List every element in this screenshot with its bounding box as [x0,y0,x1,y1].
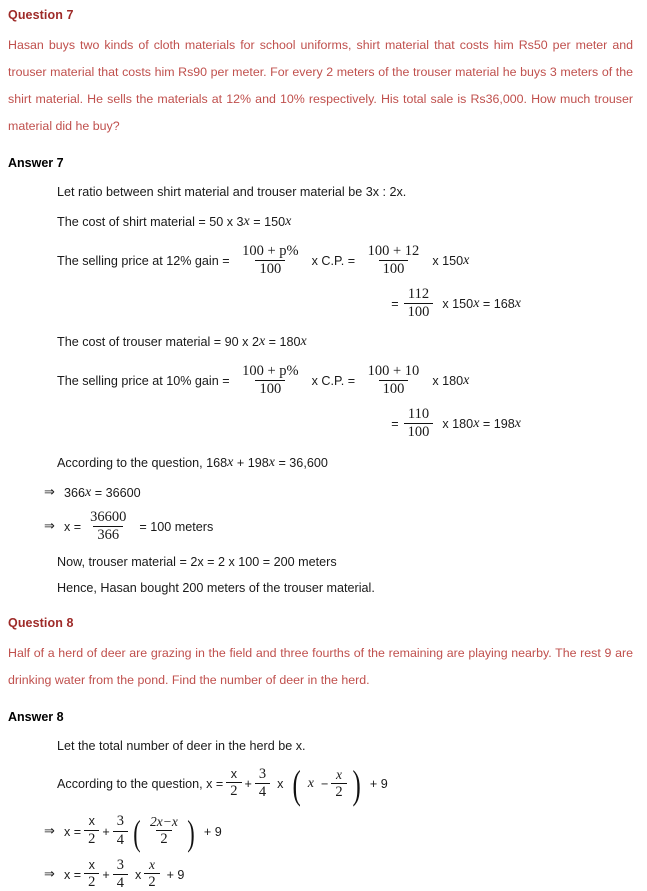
derive-366x-tail: = 36600 [91,485,141,500]
fraction-numerator: 112 [407,285,430,302]
sp-12-eq: = [391,296,399,311]
fraction-112-over-100 [404,287,434,320]
fraction-denominator: 100 [404,423,434,440]
sp-10-result-var-1: x [473,416,480,432]
fraction-numerator: 100 + p% [242,242,299,259]
equation-tail: = 36,600 [274,455,328,470]
multiply-sign-2: x [135,867,142,882]
fraction-numerator: x [88,814,95,829]
answer-7-conclusion [0,544,647,596]
plus-sign-2: + [102,824,110,839]
fraction-denominator: 4 [255,783,270,800]
fraction-numerator: 36600 [90,509,127,526]
fraction-denominator: 2 [226,782,241,799]
implies-arrow-icon: ⇒ [44,519,55,535]
implies-arrow-icon: ⇒ [44,866,55,882]
sp-10-prefix: The selling price at 10% gain = [57,373,234,388]
cost-shirt-var-1: x [243,214,250,229]
fraction-numerator: 100 + 12 [367,242,420,259]
deer-equation-prefix: According to the question, x = [57,777,224,792]
cost-trouser-var-2: x [300,334,307,350]
fraction-denominator: 2 [144,873,159,890]
fraction-x-over-2-last [144,858,159,890]
fraction-denominator: 4 [113,831,128,848]
fraction-denominator: 100 [379,380,409,397]
answer-7-line-10 [38,501,639,544]
fraction-100-plus-10 [364,364,424,397]
answer-7-line-11 [57,544,639,570]
question-7-body: Hasan buys two kinds of cloth materials for school uniforms, shirt material that costs him Rs50 per meter and trouser material that costs him Rs90 per meter. For every 2 meters of the trouser material he buys 3 meters of the shirt material. He sells the materials at 12% and 10% respectively. His total sale is Rs36,000. How much trouser material did he buy? [8,38,633,133]
fraction-denominator: 100 [255,260,285,277]
answer-7-line-5 [57,320,639,350]
answer-7-line-6 [57,350,639,397]
answer-8-line-1-text: Let the total number of deer in the herd be x. [57,738,306,753]
fraction-denominator: 2 [84,830,99,847]
solve-x-prefix: x = [64,520,82,535]
sp-12-prefix: The selling price at 12% gain = [57,253,234,268]
fraction-100-plus-p [238,244,303,277]
answer-7-line-4 [57,277,639,320]
fraction-3-over-4 [255,767,270,800]
fraction-denominator: 100 [379,260,409,277]
fraction-3-over-4 [113,858,128,891]
question-7-heading: Question 7 [8,8,74,22]
fraction-denominator: 2 [84,873,99,890]
plus-nine-3: + 9 [166,867,185,882]
sp-10-eq: = [391,417,399,432]
step-3-prefix: x = [64,824,82,839]
paren-var-x: x [307,776,314,792]
fraction-numerator: 3 [116,856,125,873]
trouser-result-text: Now, trouser material = 2x = 2 x 100 = 200 meters [57,554,337,569]
implies-arrow-icon: ⇒ [44,823,55,839]
fraction-inner-x-over-2 [331,768,346,800]
sp-10-result-var-2: x [514,416,521,432]
equation-prefix: According to the question, 168 [57,455,228,470]
cost-shirt-var-2: x [285,214,292,229]
answer-7-line-7 [57,397,639,440]
sp-12-result-var-1: x [473,295,480,311]
equation-var-1: x [227,454,234,470]
fraction-x-over-2 [84,859,99,890]
minus-sign-1: − [320,777,329,792]
fraction-100-plus-12 [364,244,424,277]
fraction-3-over-4 [113,814,128,847]
answer-7-conclusion-text: Hence, Hasan bought 200 meters of the trouser material. [57,580,375,595]
sp-10-tail-mult: x 180 [432,373,464,388]
question-8-heading: Question 8 [8,615,74,630]
fraction-denominator: 2 [331,783,346,800]
fraction-100-plus-p-second [238,364,303,397]
fraction-numerator: 110 [407,405,430,422]
derive-366x-var: x [85,484,92,500]
answer-7-line-1-text: Let ratio between shirt material and trouser material be 3x : 2x. [57,185,407,199]
sp-12-mid: x C.P. = [311,253,359,268]
cost-trouser-var-1: x [258,334,266,350]
fraction-numerator: x [230,767,238,782]
answer-7-derivation [0,471,647,544]
equation-var-2: x [268,454,275,470]
fraction-numerator: x [335,766,342,782]
sp-12-tail-mult: x 150 [432,253,464,268]
fraction-x-over-2 [84,815,99,846]
sp-12-tail-var: x [463,252,470,268]
cost-shirt-prefix: The cost of shirt material = 50 x 3 [57,215,244,229]
answer-7-body [0,170,647,471]
step-4-prefix: x = [64,867,82,882]
answer-8-line-4 [38,848,639,891]
fraction-36600-over-366 [86,510,130,543]
answer-8-body [0,724,647,808]
cost-trouser-mid: = 180 [265,335,301,350]
fraction-numerator: 3 [116,813,125,830]
answer-7-line-12 [57,570,639,596]
solve-x-tail: = 100 meters [139,520,214,535]
multiply-sign-1: x [277,777,284,792]
equation-mid: + 198 [233,455,269,470]
fraction-denominator: 366 [93,526,123,543]
fraction-numerator: 100 + 10 [367,362,420,379]
sp-10-result-eq: = 198 [479,417,515,432]
answer-7-line-2 [57,200,639,230]
fraction-denominator: 100 [404,303,434,320]
sp-10-mid: x C.P. = [311,373,359,388]
fraction-numerator: 3 [258,766,267,783]
sp-12-result-var-2: x [514,295,521,311]
answer-7-line-9 [38,471,639,501]
fraction-numerator: 2x−x [150,813,178,829]
answer-8-line-3: ⇒ x = $\frac{x}{2}$ + $\frac{3}{4}$ ( $\frac{2x-x}{2}$ ) + 9 [38,801,639,848]
sp-10-result-mult: x 180 [442,417,474,432]
answer-7-heading: Answer 7 [8,156,64,170]
answer-8-derivation [0,801,647,891]
fraction-numerator: x [148,857,155,873]
fraction-x-over-2 [226,768,241,799]
answer-7-line-1 [57,170,639,200]
answer-7-line-3 [57,230,639,277]
plus-sign-1: + [244,777,252,792]
answer-7-line-8 [57,441,639,471]
plus-sign-3: + [102,867,110,882]
fraction-2x-minus-x-over-2 [146,815,182,847]
sp-12-result-mult: x 150 [442,296,474,311]
plus-nine-1: + 9 [369,777,388,792]
plus-nine-2: + 9 [203,824,222,839]
fraction-denominator: 2 [156,830,171,847]
implies-arrow-icon: ⇒ [44,484,55,500]
derive-366x-prefix: 366 [64,485,86,500]
fraction-numerator: x [88,857,95,872]
answer-8-heading: Answer 8 [8,709,64,724]
fraction-denominator: 100 [255,380,285,397]
answer-8-line-2: According to the question, x = $\frac{x}{2}$ + $\frac{3}{4}$ x ( x − $\frac{x}{2}$ ) + 9 [57,762,388,808]
sp-12-result-eq: = 168 [479,296,515,311]
fraction-110-over-100 [404,407,434,440]
cost-trouser-prefix: The cost of trouser material = 90 x 2 [57,335,259,350]
sp-10-tail-var: x [463,372,470,388]
question-8-body: Half of a herd of deer are grazing in the field and three fourths of the remaining are playing nearby. The rest 9 are drinking water from the pond. Find the number of deer in the herd. [8,645,633,687]
answer-8-line-1 [57,724,639,754]
fraction-numerator: 100 + p% [242,362,299,379]
fraction-denominator: 4 [113,874,128,891]
cost-shirt-mid: = 150 [249,215,286,229]
